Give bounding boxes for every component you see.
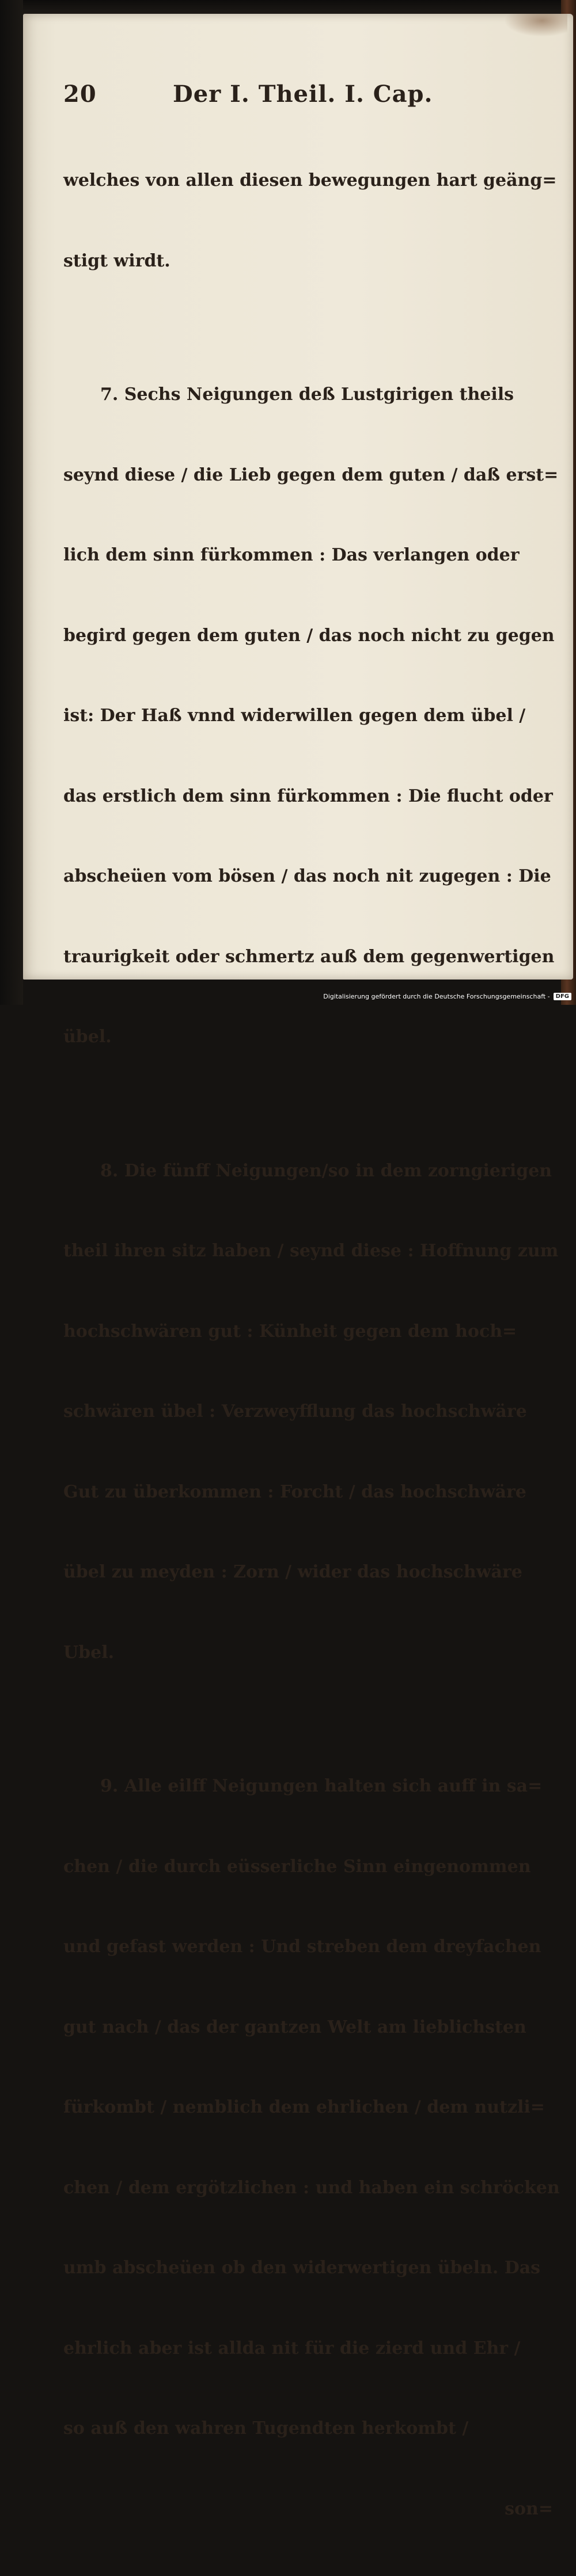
text-line: 8. Die fünff Neigungen/so in dem zorngierigen	[100, 1160, 552, 1181]
text-line: begird gegen dem guten / das noch nicht zu gegen	[63, 625, 555, 646]
text-line: und gefast werden : Und streben dem dreyfachen	[63, 1937, 541, 1957]
dfg-logo: DFG	[554, 993, 571, 1000]
text-line: theil ihren sitz haben / seynd diese : Hoffnung zum	[63, 1241, 559, 1261]
text-line: traurigkeit oder schmertz auß dem gegenwertigen	[63, 946, 555, 967]
text-line: chen / dem ergötzlichen : und haben ein schröcken	[63, 2177, 560, 2198]
text-line: übel zu meyden : Zorn / wider das hochschwäre	[63, 1562, 522, 1582]
paragraph-7	[63, 328, 559, 1104]
text-line: 7. Sechs Neigungen deß Lustgirigen theils	[100, 384, 514, 405]
text-line: chen / die durch eüsserliche Sinn eingenommen	[63, 1856, 531, 1877]
credit-text: Digitalisierung gefördert durch die Deutsche Forschungsgemeinschaft -	[323, 993, 550, 1000]
page-stain	[504, 14, 567, 37]
text-line: übel.	[63, 1027, 112, 1047]
catchword: son=	[505, 2498, 553, 2519]
text-line: abscheüen vom bösen / das noch nit zugegen : Die	[63, 866, 551, 886]
text-line: so auß den wahren Tugendten herkombt /	[63, 2418, 469, 2438]
page-number: 20	[63, 81, 97, 108]
running-head: Der I. Theil. I. Cap.	[173, 81, 433, 108]
scan-background-left	[0, 0, 23, 1005]
text-line: lich dem sinn fürkommen : Das verlangen oder	[63, 545, 520, 565]
text-line: welches von allen diesen bewegungen hart geäng=	[63, 170, 557, 190]
text-line: 9. Alle eilff Neigungen halten sich auff in sa=	[100, 1776, 543, 1796]
paragraph-continuation	[63, 114, 557, 328]
body-text	[63, 114, 560, 2576]
text-line: fürkombt / nemblich dem ehrlichen / dem nutzli=	[63, 2097, 545, 2117]
text-line: stigt wirdt.	[63, 250, 170, 271]
text-line: das erstlich dem sinn fürkommen : Die flucht oder	[63, 786, 553, 806]
text-line: hochschwären gut : Künheit gegen dem hoch=	[63, 1321, 517, 1342]
text-line: ist: Der Haß vnnd widerwillen gegen dem übel /	[63, 706, 526, 726]
text-line: ehrlich aber ist allda nit für die zierd und Ehr /	[63, 2338, 521, 2358]
text-line: seynd diese / die Lieb gegen dem guten / daß erst=	[63, 464, 559, 485]
page-text	[63, 81, 560, 2576]
text-line: Ubel.	[63, 1642, 115, 1663]
digitization-credit	[323, 993, 571, 1000]
page-header	[63, 81, 553, 114]
paragraph-9	[63, 1720, 560, 2576]
text-line: gut nach / das der gantzen Welt am lieblichsten	[63, 2017, 526, 2037]
paragraph-8	[63, 1104, 559, 1720]
scan-background-top	[0, 0, 576, 15]
text-line: umb abscheüen ob den widerwertigen übeln. Das	[63, 2258, 541, 2278]
text-line: Gut zu überkommen : Forcht / das hochschwäre	[63, 1481, 526, 1502]
text-line: schwären übel : Verzweyfflung das hochschwäre	[63, 1401, 527, 1422]
